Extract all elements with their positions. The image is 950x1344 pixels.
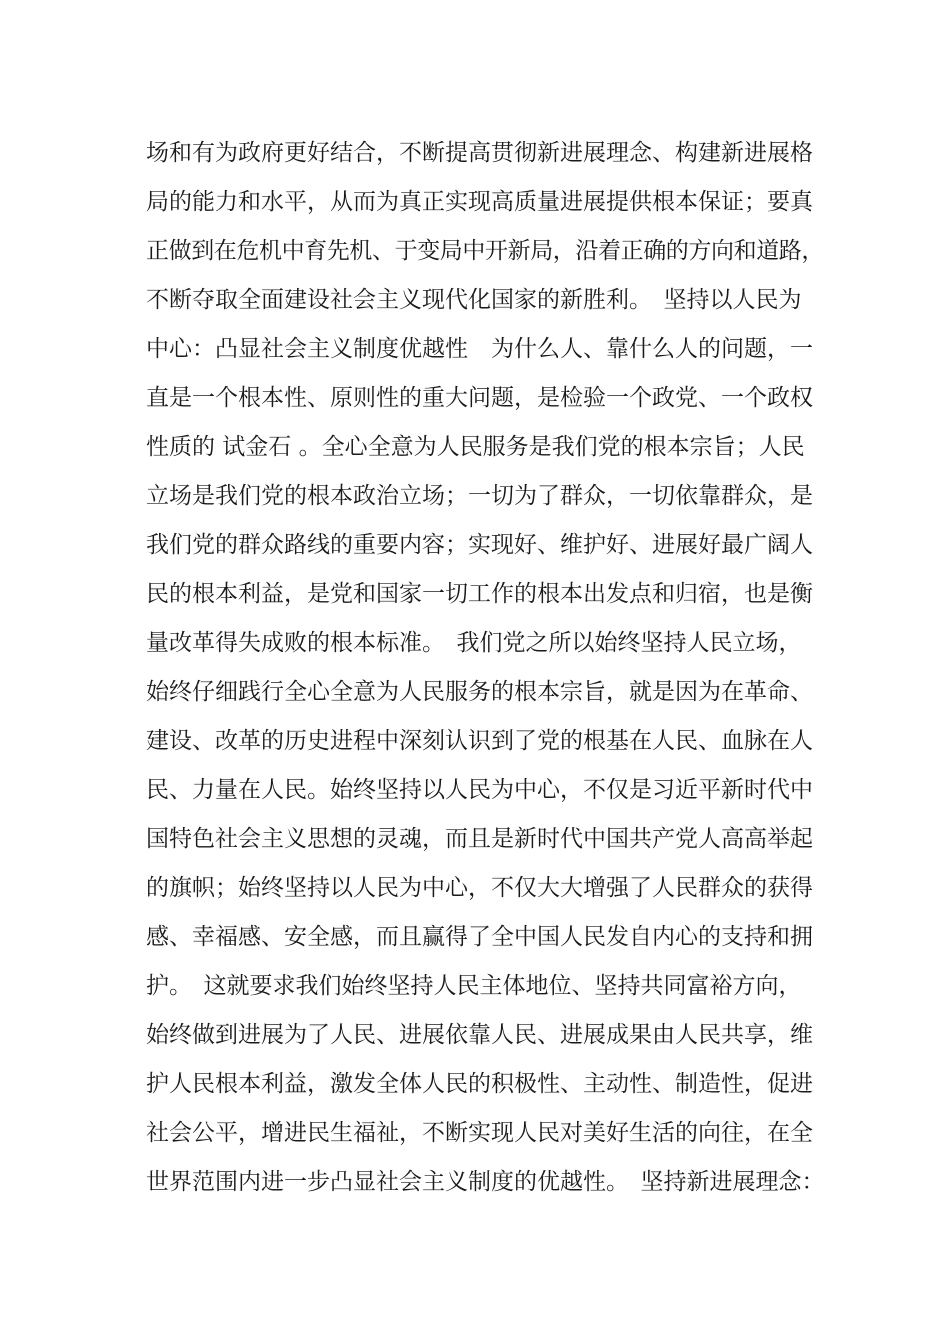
text-line: 的旗帜；始终坚持以人民为中心，不仅大大增强了人民群众的获得 — [146, 875, 813, 901]
text-line: 民的根本利益，是党和国家一切工作的根本出发点和归宿，也是衡 — [146, 581, 813, 607]
text-line: 立场是我们党的根本政治立场；一切为了群众，一切依靠群众，是 — [146, 483, 813, 509]
text-line: 正做到在危机中育先机、于变局中开新局，沿着正确的方向和道路， — [146, 238, 825, 264]
text-line: 性质的 试金石 。全心全意为人民服务是我们党的根本宗旨；人民 — [146, 434, 805, 460]
text-line: 直是一个根本性、原则性的重大问题，是检验一个政党、一个政权 — [146, 385, 813, 411]
text-line: 国特色社会主义思想的灵魂，而且是新时代中国共产党人高高举起 — [146, 826, 813, 852]
text-line: 建设、改革的历史进程中深刻认识到了党的根基在人民、血脉在人 — [146, 728, 813, 754]
text-line: 不断夺取全面建设社会主义现代化国家的新胜利。 坚持以人民为 — [146, 287, 802, 313]
text-line: 社会公平，增进民生福祉，不断实现人民对美好生活的向往，在全 — [146, 1120, 813, 1146]
text-line: 护人民根本利益，激发全体人民的积极性、主动性、制造性，促进 — [146, 1071, 813, 1097]
text-line: 场和有为政府更好结合，不断提高贯彻新进展理念、构建新进展格 — [146, 140, 813, 166]
text-line: 护。 这就要求我们始终坚持人民主体地位、坚持共同富裕方向， — [146, 973, 802, 999]
body-text — [146, 129, 826, 1207]
text-line: 始终仔细践行全心全意为人民服务的根本宗旨，就是因为在革命、 — [146, 679, 813, 705]
text-line: 始终做到进展为了人民、进展依靠人民、进展成果由人民共享，维 — [146, 1022, 813, 1048]
text-line: 世界范围内进一步凸显社会主义制度的优越性。 坚持新进展理念： — [146, 1169, 825, 1195]
text-line: 感、幸福感、安全感，而且赢得了全中国人民发自内心的支持和拥 — [146, 924, 813, 950]
text-line: 我们党的群众路线的重要内容；实现好、维护好、进展好最广阔人 — [146, 532, 813, 558]
text-line: 量改革得失成败的根本标准。 我们党之所以始终坚持人民立场， — [146, 630, 802, 656]
text-line: 局的能力和水平，从而为真正实现高质量进展提供根本保证；要真 — [146, 189, 813, 215]
text-line: 民、力量在人民。始终坚持以人民为中心，不仅是习近平新时代中 — [146, 777, 813, 803]
text-line: 中心：凸显社会主义制度优越性 为什么人、靠什么人的问题，一 — [146, 336, 813, 362]
